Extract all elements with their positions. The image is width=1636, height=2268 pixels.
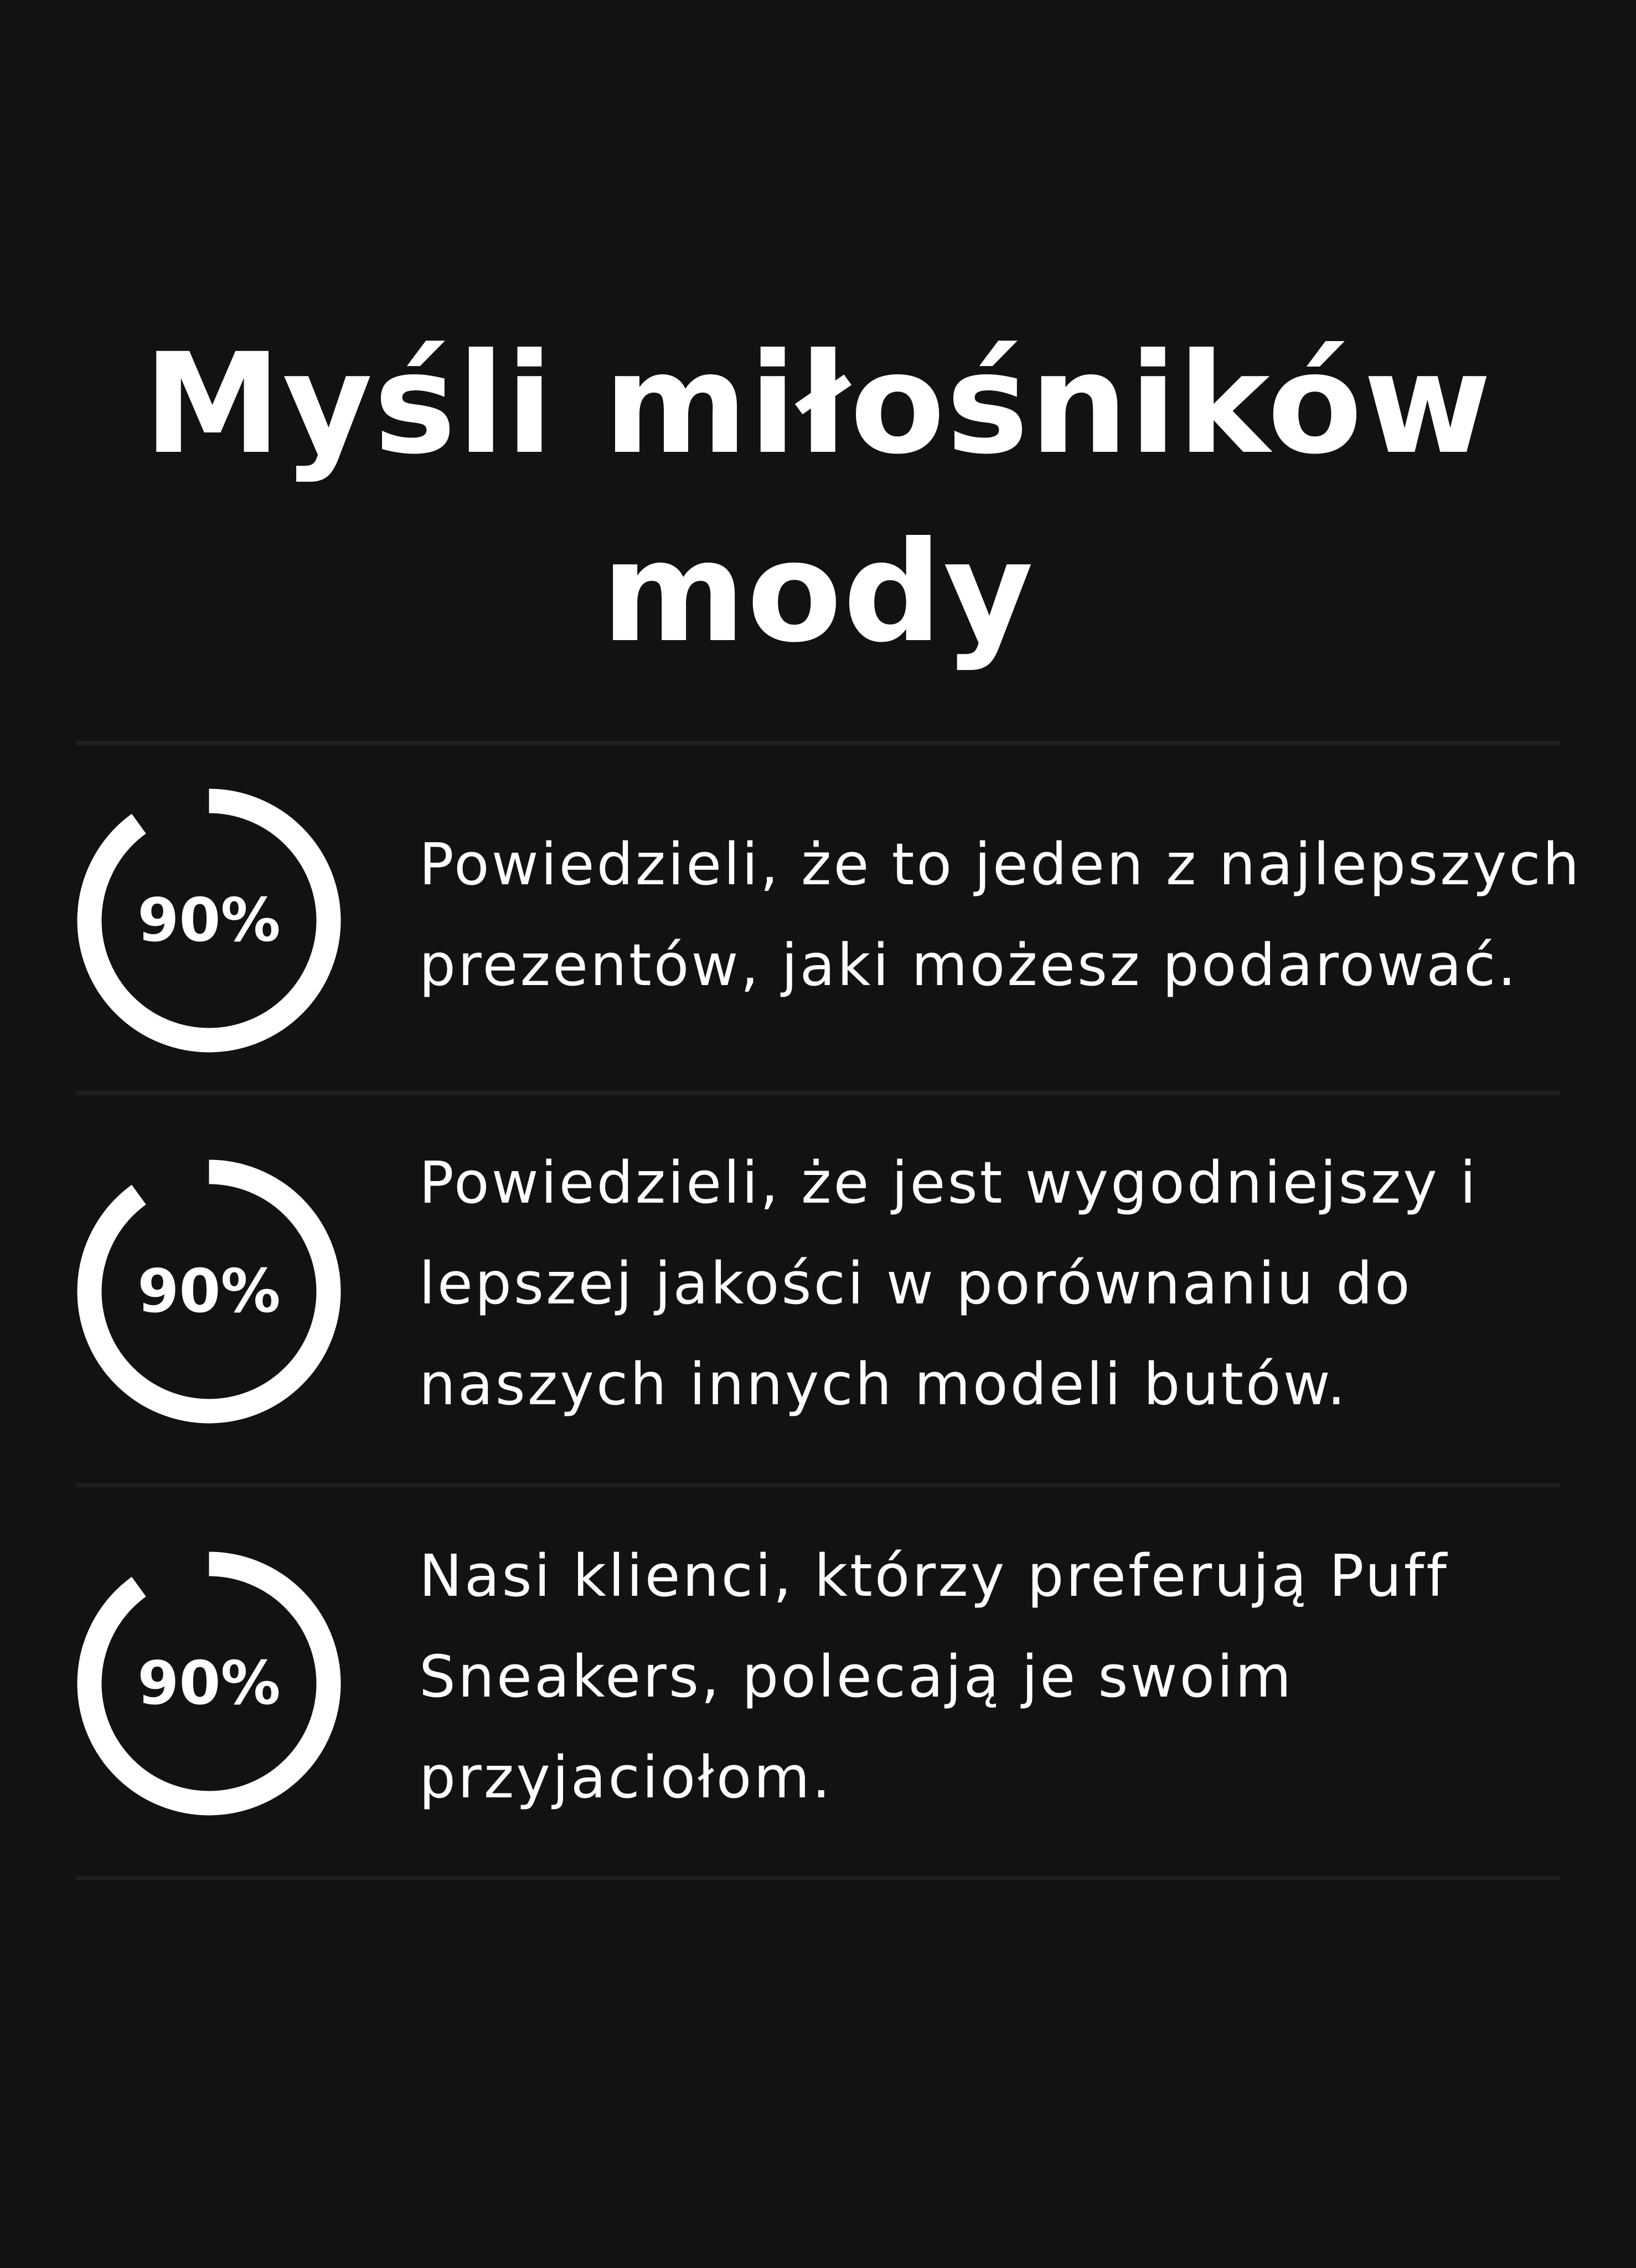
divider [76, 1876, 1560, 1880]
divider [76, 741, 1560, 745]
stat-percentage: 90% [137, 886, 281, 955]
stat-description: Powiedzieli, że jest wygodniejszy i lepszej jakości w porównaniu do naszych innych modeli butów. [419, 1149, 1478, 1418]
stat-percentage: 90% [137, 1649, 281, 1718]
stat-description: Powiedzieli, że to jeden z najlepszych prezentów, jaki możesz podarować. [419, 831, 1582, 999]
page-title-line-2: mody [601, 512, 1035, 673]
progress-ring [75, 1549, 343, 1818]
stat-percentage: 90% [137, 1257, 281, 1326]
progress-ring [75, 1157, 343, 1426]
stat-description: Nasi klienci, którzy preferują Puff Sneakers, polecają je swoim przyjaciołom. [419, 1542, 1449, 1811]
page-title [0, 310, 1636, 687]
page-title-line-1: Myśli miłośników [143, 323, 1493, 484]
progress-ring [75, 786, 343, 1055]
divider [76, 1483, 1560, 1487]
divider [76, 1091, 1560, 1095]
